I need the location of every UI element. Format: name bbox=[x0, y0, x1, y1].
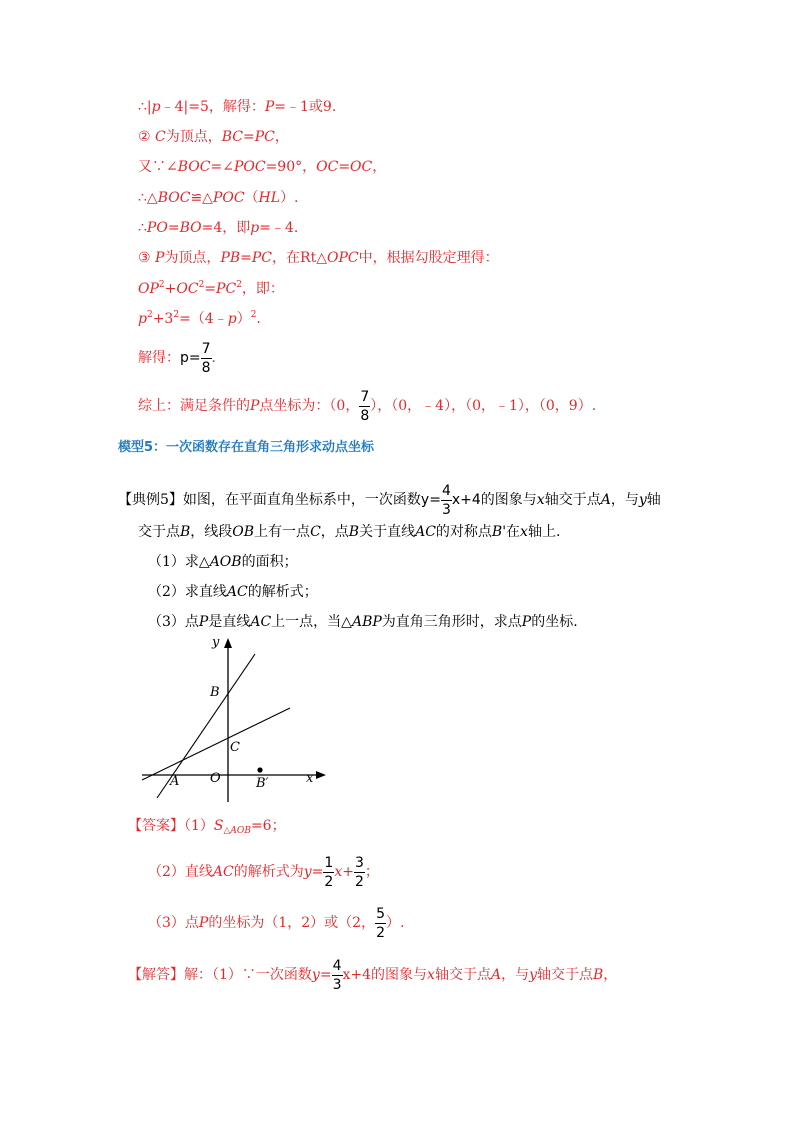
solution-line-6: ③ P为顶点，PB=PC，在Rt△OPC中，根据勾股定理得： bbox=[138, 250, 499, 266]
fraction-4-3: $\frac{4}{3}$ bbox=[441, 482, 451, 518]
label-C: C bbox=[230, 740, 240, 755]
label-A: A bbox=[170, 774, 180, 789]
solution-line-1: ∴|p﹣4|=5，解得：P=﹣1或9. bbox=[138, 99, 337, 115]
fraction-3-2: $\frac{3}{2}$ bbox=[354, 854, 364, 890]
line-AC bbox=[142, 708, 290, 780]
fraction-1-2: $\frac{1}{2}$ bbox=[324, 854, 334, 890]
fraction-4-3: $\frac{4}{3}$ bbox=[332, 957, 342, 993]
question-3: （3）点P是直线AC上一点，当△ABP为直角三角形时，求点P的坐标. bbox=[148, 614, 578, 630]
label-B: B bbox=[210, 685, 220, 700]
coordinate-figure bbox=[130, 630, 330, 805]
answer-line-1: 【答案】$(1)S_{\triangle AOB}=6$； bbox=[128, 818, 286, 836]
label-x: x bbox=[306, 771, 314, 786]
question-2: （2）求直线AC的解析式； bbox=[148, 584, 318, 600]
y-axis-arrow bbox=[224, 638, 232, 648]
fraction-7-8: $\frac{7}{8}$ bbox=[360, 388, 370, 424]
answer-line-3: （3）点P的坐标为（1，2）或（2， $\frac{5}{2}$ ）. bbox=[148, 905, 405, 941]
fraction-7-8: $\frac{7}{8}$ bbox=[201, 340, 211, 376]
solution-line-8: $p^2+3^2=(4﹣p)^2$. bbox=[138, 310, 261, 327]
label-O: O bbox=[210, 771, 221, 786]
fraction-5-2: $\frac{5}{2}$ bbox=[376, 905, 385, 941]
question-1: （1）求△AOB的面积； bbox=[148, 554, 298, 570]
x-axis-arrow bbox=[316, 771, 326, 779]
answer-line-2: （2）直线AC的解析式为y= $\frac{1}{2}$ x+ $\frac{3}{2}$ ； bbox=[148, 854, 379, 890]
solution-line-10: 综上：满足条件的P点坐标为：（0， $\frac{7}{8}$ ），（0，﹣4），（0，﹣1），（0，9）. bbox=[138, 388, 597, 424]
label-y: y bbox=[212, 635, 220, 650]
section-heading: 模型5：一次函数存在直角三角形求动点坐标 bbox=[118, 440, 375, 455]
example-line-1: 【典例5】如图，在平面直角坐标系中，一次函数y= $\frac{4}{3}$ x+4的图象与x轴交于点A，与y轴 bbox=[118, 482, 661, 518]
solution-line-2: ② C为顶点，BC=PC， bbox=[138, 129, 289, 145]
point-B-prime bbox=[257, 767, 262, 772]
example-line-2: 交于点B，线段OB上有一点C，点B关于直线AC的对称点B'在x轴上. bbox=[138, 524, 561, 540]
label-B-prime: B′ bbox=[256, 776, 269, 791]
solution-line-4: ∴△BOC≌△POC（HL）. bbox=[138, 190, 299, 206]
solution-line-7: $OP^2+OC^2=PC^2$，即： bbox=[138, 280, 284, 297]
solve-line-1: 【解答】解：（1）∵一次函数y= $\frac{4}{3}$ x+4的图象与x轴交于点A，与y轴交于点B， bbox=[128, 957, 618, 993]
solution-line-3: 又∵∠BOC=∠POC=90°，OC=OC， bbox=[138, 159, 387, 175]
solution-line-9: 解得：p= $\frac{7}{8}$ . bbox=[138, 340, 216, 376]
solution-line-5: ∴PO=BO=4，即p=﹣4. bbox=[138, 220, 299, 236]
